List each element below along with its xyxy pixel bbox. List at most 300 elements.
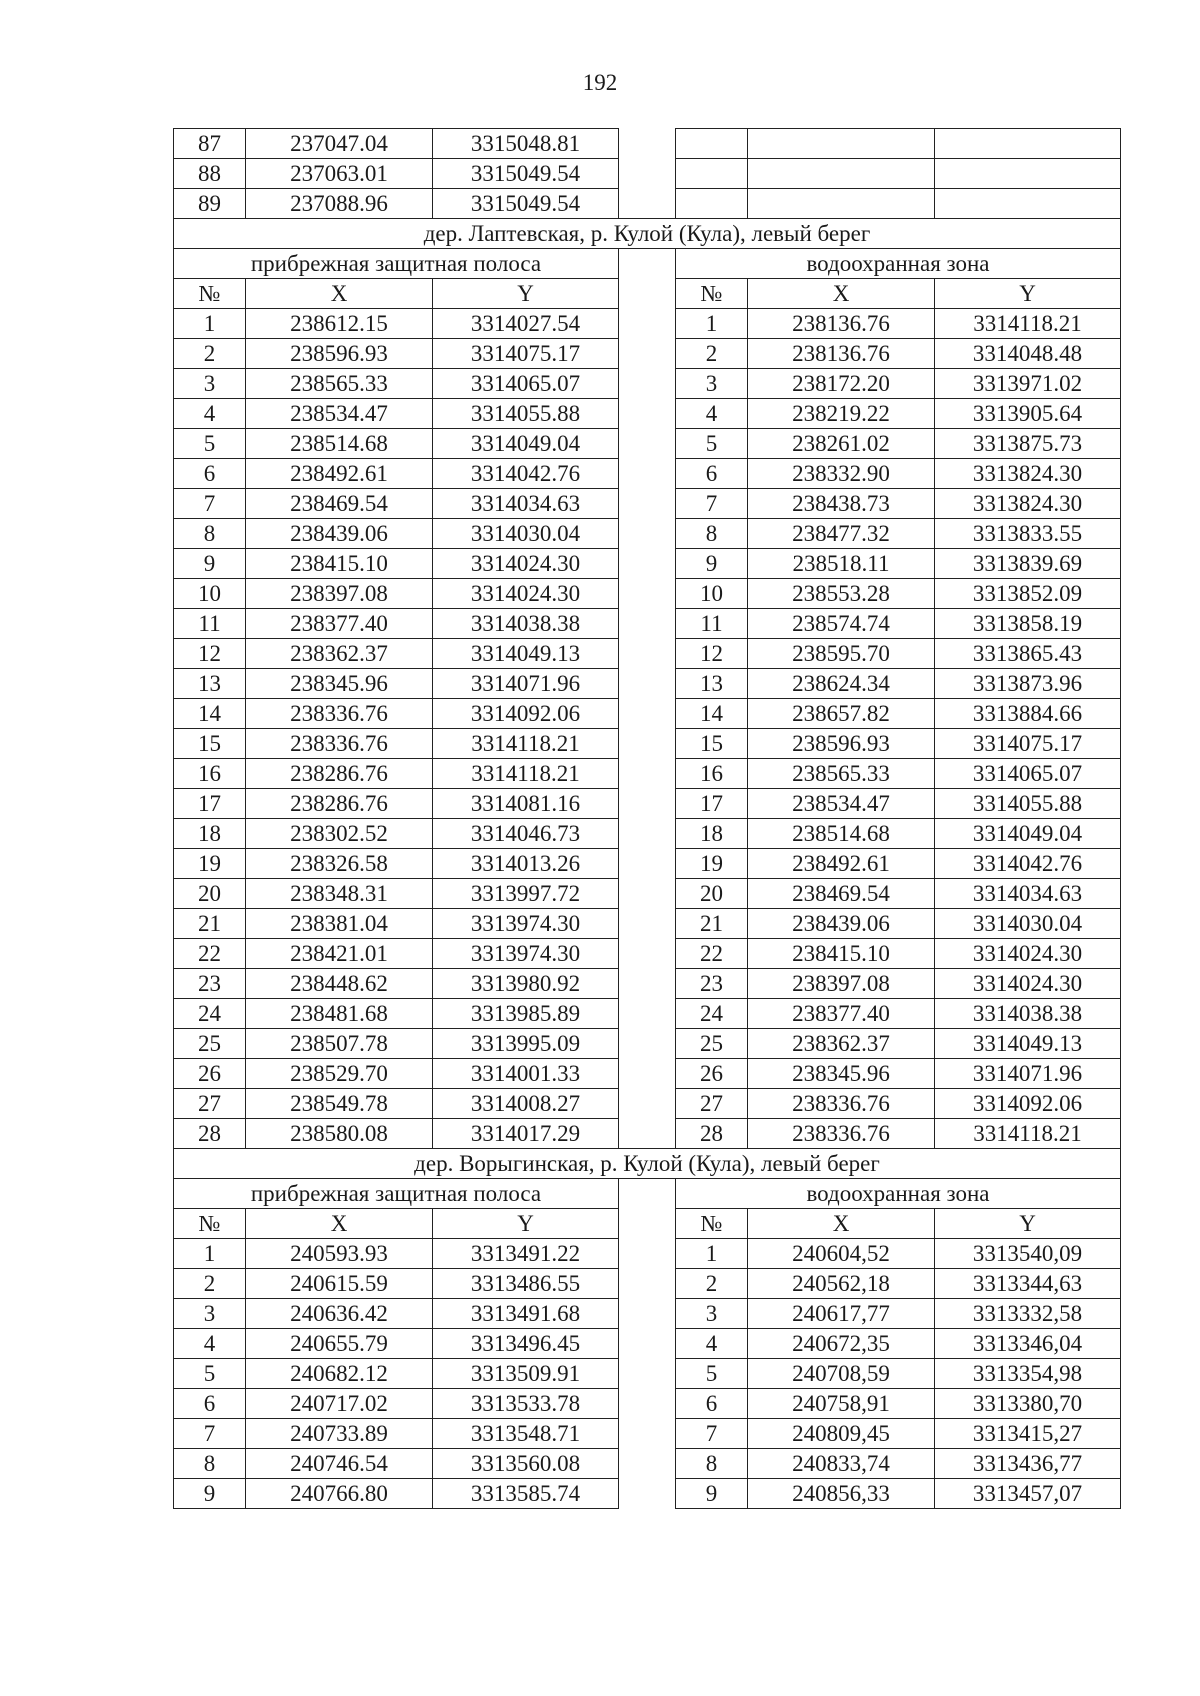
table-row xyxy=(174,1059,1121,1089)
x-cell: 238469.54 xyxy=(246,489,433,519)
x-cell: 238345.96 xyxy=(246,669,433,699)
gap-cell xyxy=(619,819,676,849)
caption-row xyxy=(174,249,1121,279)
table-row xyxy=(174,429,1121,459)
x-cell: 238336.76 xyxy=(748,1089,935,1119)
x-cell: 238448.62 xyxy=(246,969,433,999)
table-row xyxy=(174,339,1121,369)
number-cell: 5 xyxy=(676,429,748,459)
table-row xyxy=(174,189,1121,219)
left-caption: прибрежная защитная полоса xyxy=(174,249,619,279)
table-row xyxy=(174,1299,1121,1329)
x-cell: 238219.22 xyxy=(748,399,935,429)
gap-cell xyxy=(619,1479,676,1509)
number-cell: 6 xyxy=(676,459,748,489)
gap-cell xyxy=(619,1449,676,1479)
number-cell: 24 xyxy=(676,999,748,1029)
coordinates-table xyxy=(173,128,1121,1509)
number-cell: 15 xyxy=(174,729,246,759)
y-cell: 3314049.13 xyxy=(935,1029,1121,1059)
y-cell: 3313533.78 xyxy=(433,1389,619,1419)
table-row xyxy=(174,129,1121,159)
y-cell: 3313415,27 xyxy=(935,1419,1121,1449)
column-header: X xyxy=(748,1209,935,1239)
y-cell: 3313905.64 xyxy=(935,399,1121,429)
y-cell: 3313839.69 xyxy=(935,549,1121,579)
x-cell: 240708,59 xyxy=(748,1359,935,1389)
column-header: X xyxy=(748,279,935,309)
gap-cell xyxy=(619,1359,676,1389)
left-caption: прибрежная защитная полоса xyxy=(174,1179,619,1209)
y-cell: 3313873.96 xyxy=(935,669,1121,699)
table-row xyxy=(174,519,1121,549)
number-cell: 88 xyxy=(174,159,246,189)
table-row xyxy=(174,999,1121,1029)
y-cell: 3314118.21 xyxy=(935,309,1121,339)
x-cell: 238549.78 xyxy=(246,1089,433,1119)
number-cell: 1 xyxy=(676,1239,748,1269)
y-cell: 3314024.30 xyxy=(433,549,619,579)
column-header: № xyxy=(676,279,748,309)
number-cell: 24 xyxy=(174,999,246,1029)
gap-cell xyxy=(619,879,676,909)
y-cell: 3313980.92 xyxy=(433,969,619,999)
y-cell: 3314030.04 xyxy=(433,519,619,549)
number-cell: 25 xyxy=(676,1029,748,1059)
y-cell: 3313540,09 xyxy=(935,1239,1121,1269)
x-cell: 238377.40 xyxy=(246,609,433,639)
number-cell: 25 xyxy=(174,1029,246,1059)
caption-row xyxy=(174,1179,1121,1209)
y-cell: 3313824.30 xyxy=(935,489,1121,519)
table-row xyxy=(174,1239,1121,1269)
x-cell: 238261.02 xyxy=(748,429,935,459)
x-cell: 240733.89 xyxy=(246,1419,433,1449)
number-cell: 5 xyxy=(676,1359,748,1389)
column-header: X xyxy=(246,279,433,309)
x-cell: 240758,91 xyxy=(748,1389,935,1419)
number-cell: 5 xyxy=(174,1359,246,1389)
y-cell: 3314017.29 xyxy=(433,1119,619,1149)
number-cell: 4 xyxy=(676,1329,748,1359)
y-cell: 3314071.96 xyxy=(935,1059,1121,1089)
number-cell: 6 xyxy=(174,1389,246,1419)
x-cell: 238565.33 xyxy=(246,369,433,399)
number-cell: 3 xyxy=(174,1299,246,1329)
number-cell: 9 xyxy=(174,1479,246,1509)
table-row xyxy=(174,489,1121,519)
x-cell: 238439.06 xyxy=(748,909,935,939)
x-cell: 238439.06 xyxy=(246,519,433,549)
y-cell: 3313585.74 xyxy=(433,1479,619,1509)
y-cell: 3315049.54 xyxy=(433,159,619,189)
x-cell: 238596.93 xyxy=(246,339,433,369)
x-cell: 240593.93 xyxy=(246,1239,433,1269)
gap-cell xyxy=(619,1419,676,1449)
y-cell: 3314118.21 xyxy=(935,1119,1121,1149)
y-cell: 3313344,63 xyxy=(935,1269,1121,1299)
y-cell: 3314071.96 xyxy=(433,669,619,699)
number-cell: 11 xyxy=(676,609,748,639)
gap-cell xyxy=(619,909,676,939)
number-cell: 2 xyxy=(676,339,748,369)
number-cell: 12 xyxy=(174,639,246,669)
x-cell: 238362.37 xyxy=(246,639,433,669)
x-cell: 238534.47 xyxy=(246,399,433,429)
x-cell: 240682.12 xyxy=(246,1359,433,1389)
table-row xyxy=(174,969,1121,999)
column-header: Y xyxy=(433,279,619,309)
empty-cell xyxy=(748,129,935,159)
empty-cell xyxy=(676,189,748,219)
number-cell: 12 xyxy=(676,639,748,669)
gap-cell xyxy=(619,519,676,549)
x-cell: 238421.01 xyxy=(246,939,433,969)
number-cell: 2 xyxy=(174,339,246,369)
table-row xyxy=(174,1119,1121,1149)
x-cell: 238580.08 xyxy=(246,1119,433,1149)
table-row xyxy=(174,459,1121,489)
number-cell: 3 xyxy=(676,369,748,399)
number-cell: 7 xyxy=(174,489,246,519)
x-cell: 238348.31 xyxy=(246,879,433,909)
number-cell: 6 xyxy=(676,1389,748,1419)
number-cell: 3 xyxy=(676,1299,748,1329)
number-cell: 8 xyxy=(174,1449,246,1479)
gap-cell xyxy=(619,1119,676,1149)
y-cell: 3313491.22 xyxy=(433,1239,619,1269)
gap-cell xyxy=(619,369,676,399)
x-cell: 238397.08 xyxy=(748,969,935,999)
empty-cell xyxy=(748,189,935,219)
gap-cell xyxy=(619,1269,676,1299)
x-cell: 240856,33 xyxy=(748,1479,935,1509)
x-cell: 238492.61 xyxy=(246,459,433,489)
number-cell: 7 xyxy=(174,1419,246,1449)
table-row xyxy=(174,1089,1121,1119)
number-cell: 22 xyxy=(676,939,748,969)
x-cell: 238336.76 xyxy=(246,699,433,729)
gap-cell xyxy=(619,249,676,279)
y-cell: 3314055.88 xyxy=(935,789,1121,819)
column-header-row xyxy=(174,279,1121,309)
x-cell: 238529.70 xyxy=(246,1059,433,1089)
x-cell: 238553.28 xyxy=(748,579,935,609)
y-cell: 3314075.17 xyxy=(935,729,1121,759)
gap-cell xyxy=(619,549,676,579)
x-cell: 240617,77 xyxy=(748,1299,935,1329)
table-row xyxy=(174,789,1121,819)
x-cell: 238397.08 xyxy=(246,579,433,609)
x-cell: 240655.79 xyxy=(246,1329,433,1359)
x-cell: 240672,35 xyxy=(748,1329,935,1359)
y-cell: 3314034.63 xyxy=(935,879,1121,909)
number-cell: 4 xyxy=(174,1329,246,1359)
y-cell: 3313875.73 xyxy=(935,429,1121,459)
x-cell: 238534.47 xyxy=(748,789,935,819)
number-cell: 10 xyxy=(174,579,246,609)
empty-cell xyxy=(935,159,1121,189)
y-cell: 3313852.09 xyxy=(935,579,1121,609)
y-cell: 3313974.30 xyxy=(433,909,619,939)
number-cell: 27 xyxy=(676,1089,748,1119)
y-cell: 3313560.08 xyxy=(433,1449,619,1479)
y-cell: 3313985.89 xyxy=(433,999,619,1029)
x-cell: 237063.01 xyxy=(246,159,433,189)
section-title-row xyxy=(174,1149,1121,1179)
x-cell: 238574.74 xyxy=(748,609,935,639)
y-cell: 3314049.13 xyxy=(433,639,619,669)
x-cell: 237047.04 xyxy=(246,129,433,159)
table-row xyxy=(174,1479,1121,1509)
x-cell: 238415.10 xyxy=(246,549,433,579)
table-row xyxy=(174,849,1121,879)
empty-cell xyxy=(935,129,1121,159)
right-caption: водоохранная зона xyxy=(676,1179,1121,1209)
column-header-row xyxy=(174,1209,1121,1239)
x-cell: 238612.15 xyxy=(246,309,433,339)
gap-cell xyxy=(619,1089,676,1119)
y-cell: 3313354,98 xyxy=(935,1359,1121,1389)
number-cell: 27 xyxy=(174,1089,246,1119)
x-cell: 238481.68 xyxy=(246,999,433,1029)
number-cell: 3 xyxy=(174,369,246,399)
y-cell: 3314055.88 xyxy=(433,399,619,429)
y-cell: 3314118.21 xyxy=(433,729,619,759)
column-header: № xyxy=(174,279,246,309)
x-cell: 240562,18 xyxy=(748,1269,935,1299)
gap-cell xyxy=(619,609,676,639)
gap-cell xyxy=(619,189,676,219)
number-cell: 20 xyxy=(174,879,246,909)
gap-cell xyxy=(619,789,676,819)
table-row xyxy=(174,909,1121,939)
table-row xyxy=(174,729,1121,759)
table-row xyxy=(174,399,1121,429)
gap-cell xyxy=(619,1239,676,1269)
empty-cell xyxy=(676,159,748,189)
gap-cell xyxy=(619,699,676,729)
column-header: X xyxy=(246,1209,433,1239)
x-cell: 238345.96 xyxy=(748,1059,935,1089)
number-cell: 8 xyxy=(174,519,246,549)
right-caption: водоохранная зона xyxy=(676,249,1121,279)
gap-cell xyxy=(619,159,676,189)
x-cell: 238518.11 xyxy=(748,549,935,579)
number-cell: 87 xyxy=(174,129,246,159)
number-cell: 28 xyxy=(174,1119,246,1149)
x-cell: 238336.76 xyxy=(748,1119,935,1149)
x-cell: 240717.02 xyxy=(246,1389,433,1419)
y-cell: 3314049.04 xyxy=(935,819,1121,849)
x-cell: 238514.68 xyxy=(748,819,935,849)
x-cell: 238415.10 xyxy=(748,939,935,969)
x-cell: 238514.68 xyxy=(246,429,433,459)
number-cell: 14 xyxy=(174,699,246,729)
table-row xyxy=(174,669,1121,699)
y-cell: 3313974.30 xyxy=(433,939,619,969)
number-cell: 17 xyxy=(174,789,246,819)
y-cell: 3314092.06 xyxy=(935,1089,1121,1119)
x-cell: 238332.90 xyxy=(748,459,935,489)
y-cell: 3314042.76 xyxy=(433,459,619,489)
y-cell: 3313332,58 xyxy=(935,1299,1121,1329)
y-cell: 3314034.63 xyxy=(433,489,619,519)
y-cell: 3313833.55 xyxy=(935,519,1121,549)
number-cell: 1 xyxy=(174,1239,246,1269)
y-cell: 3314075.17 xyxy=(433,339,619,369)
gap-cell xyxy=(619,969,676,999)
y-cell: 3313457,07 xyxy=(935,1479,1121,1509)
y-cell: 3314013.26 xyxy=(433,849,619,879)
column-header: Y xyxy=(433,1209,619,1239)
number-cell: 15 xyxy=(676,729,748,759)
table-row xyxy=(174,159,1121,189)
x-cell: 238596.93 xyxy=(748,729,935,759)
x-cell: 238624.34 xyxy=(748,669,935,699)
y-cell: 3314065.07 xyxy=(433,369,619,399)
table-row xyxy=(174,579,1121,609)
table-row xyxy=(174,1359,1121,1389)
gap-cell xyxy=(619,1029,676,1059)
gap-cell xyxy=(619,1389,676,1419)
x-cell: 238136.76 xyxy=(748,339,935,369)
number-cell: 8 xyxy=(676,519,748,549)
empty-cell xyxy=(748,159,935,189)
x-cell: 238657.82 xyxy=(748,699,935,729)
number-cell: 7 xyxy=(676,489,748,519)
number-cell: 7 xyxy=(676,1419,748,1449)
number-cell: 89 xyxy=(174,189,246,219)
table-row xyxy=(174,1329,1121,1359)
x-cell: 238469.54 xyxy=(748,879,935,909)
page-number: 192 xyxy=(582,70,618,95)
x-cell: 240604,52 xyxy=(748,1239,935,1269)
y-cell: 3314030.04 xyxy=(935,909,1121,939)
number-cell: 13 xyxy=(676,669,748,699)
x-cell: 238595.70 xyxy=(748,639,935,669)
y-cell: 3314081.16 xyxy=(433,789,619,819)
number-cell: 28 xyxy=(676,1119,748,1149)
number-cell: 2 xyxy=(676,1269,748,1299)
gap-cell xyxy=(619,1209,676,1239)
x-cell: 238381.04 xyxy=(246,909,433,939)
x-cell: 238302.52 xyxy=(246,819,433,849)
gap-cell xyxy=(619,489,676,519)
x-cell: 238477.32 xyxy=(748,519,935,549)
gap-cell xyxy=(619,459,676,489)
x-cell: 238492.61 xyxy=(748,849,935,879)
table-row xyxy=(174,369,1121,399)
y-cell: 3314049.04 xyxy=(433,429,619,459)
y-cell: 3314118.21 xyxy=(433,759,619,789)
number-cell: 4 xyxy=(174,399,246,429)
x-cell: 238565.33 xyxy=(748,759,935,789)
y-cell: 3314092.06 xyxy=(433,699,619,729)
y-cell: 3314024.30 xyxy=(935,969,1121,999)
number-cell: 1 xyxy=(676,309,748,339)
number-cell: 19 xyxy=(174,849,246,879)
gap-cell xyxy=(619,129,676,159)
table-row xyxy=(174,759,1121,789)
table-row xyxy=(174,609,1121,639)
table-row xyxy=(174,639,1121,669)
x-cell: 240766.80 xyxy=(246,1479,433,1509)
number-cell: 6 xyxy=(174,459,246,489)
number-cell: 17 xyxy=(676,789,748,819)
y-cell: 3313548.71 xyxy=(433,1419,619,1449)
table-row xyxy=(174,549,1121,579)
column-header: Y xyxy=(935,279,1121,309)
number-cell: 21 xyxy=(174,909,246,939)
y-cell: 3313884.66 xyxy=(935,699,1121,729)
number-cell: 11 xyxy=(174,609,246,639)
number-cell: 23 xyxy=(676,969,748,999)
number-cell: 5 xyxy=(174,429,246,459)
y-cell: 3313496.45 xyxy=(433,1329,619,1359)
number-cell: 18 xyxy=(174,819,246,849)
x-cell: 240636.42 xyxy=(246,1299,433,1329)
number-cell: 21 xyxy=(676,909,748,939)
x-cell: 240746.54 xyxy=(246,1449,433,1479)
gap-cell xyxy=(619,399,676,429)
gap-cell xyxy=(619,1059,676,1089)
y-cell: 3314038.38 xyxy=(433,609,619,639)
x-cell: 238172.20 xyxy=(748,369,935,399)
number-cell: 2 xyxy=(174,1269,246,1299)
y-cell: 3313824.30 xyxy=(935,459,1121,489)
gap-cell xyxy=(619,339,676,369)
table-row xyxy=(174,819,1121,849)
table-row xyxy=(174,1419,1121,1449)
x-cell: 238507.78 xyxy=(246,1029,433,1059)
y-cell: 3314027.54 xyxy=(433,309,619,339)
y-cell: 3313491.68 xyxy=(433,1299,619,1329)
y-cell: 3314024.30 xyxy=(433,579,619,609)
number-cell: 14 xyxy=(676,699,748,729)
section-title: дер. Лаптевская, р. Кулой (Кула), левый берег xyxy=(174,219,1121,249)
number-cell: 19 xyxy=(676,849,748,879)
number-cell: 16 xyxy=(676,759,748,789)
table-row xyxy=(174,1449,1121,1479)
y-cell: 3313509.91 xyxy=(433,1359,619,1389)
table-row xyxy=(174,939,1121,969)
x-cell: 238136.76 xyxy=(748,309,935,339)
y-cell: 3314042.76 xyxy=(935,849,1121,879)
y-cell: 3314048.48 xyxy=(935,339,1121,369)
x-cell: 237088.96 xyxy=(246,189,433,219)
table-row xyxy=(174,699,1121,729)
gap-cell xyxy=(619,1299,676,1329)
number-cell: 9 xyxy=(676,1479,748,1509)
y-cell: 3313865.43 xyxy=(935,639,1121,669)
y-cell: 3314046.73 xyxy=(433,819,619,849)
x-cell: 238326.58 xyxy=(246,849,433,879)
number-cell: 18 xyxy=(676,819,748,849)
gap-cell xyxy=(619,1179,676,1209)
y-cell: 3313971.02 xyxy=(935,369,1121,399)
y-cell: 3313858.19 xyxy=(935,609,1121,639)
x-cell: 240615.59 xyxy=(246,1269,433,1299)
gap-cell xyxy=(619,429,676,459)
gap-cell xyxy=(619,1329,676,1359)
number-cell: 1 xyxy=(174,309,246,339)
x-cell: 238286.76 xyxy=(246,789,433,819)
gap-cell xyxy=(619,729,676,759)
number-cell: 8 xyxy=(676,1449,748,1479)
table-row xyxy=(174,879,1121,909)
number-cell: 16 xyxy=(174,759,246,789)
